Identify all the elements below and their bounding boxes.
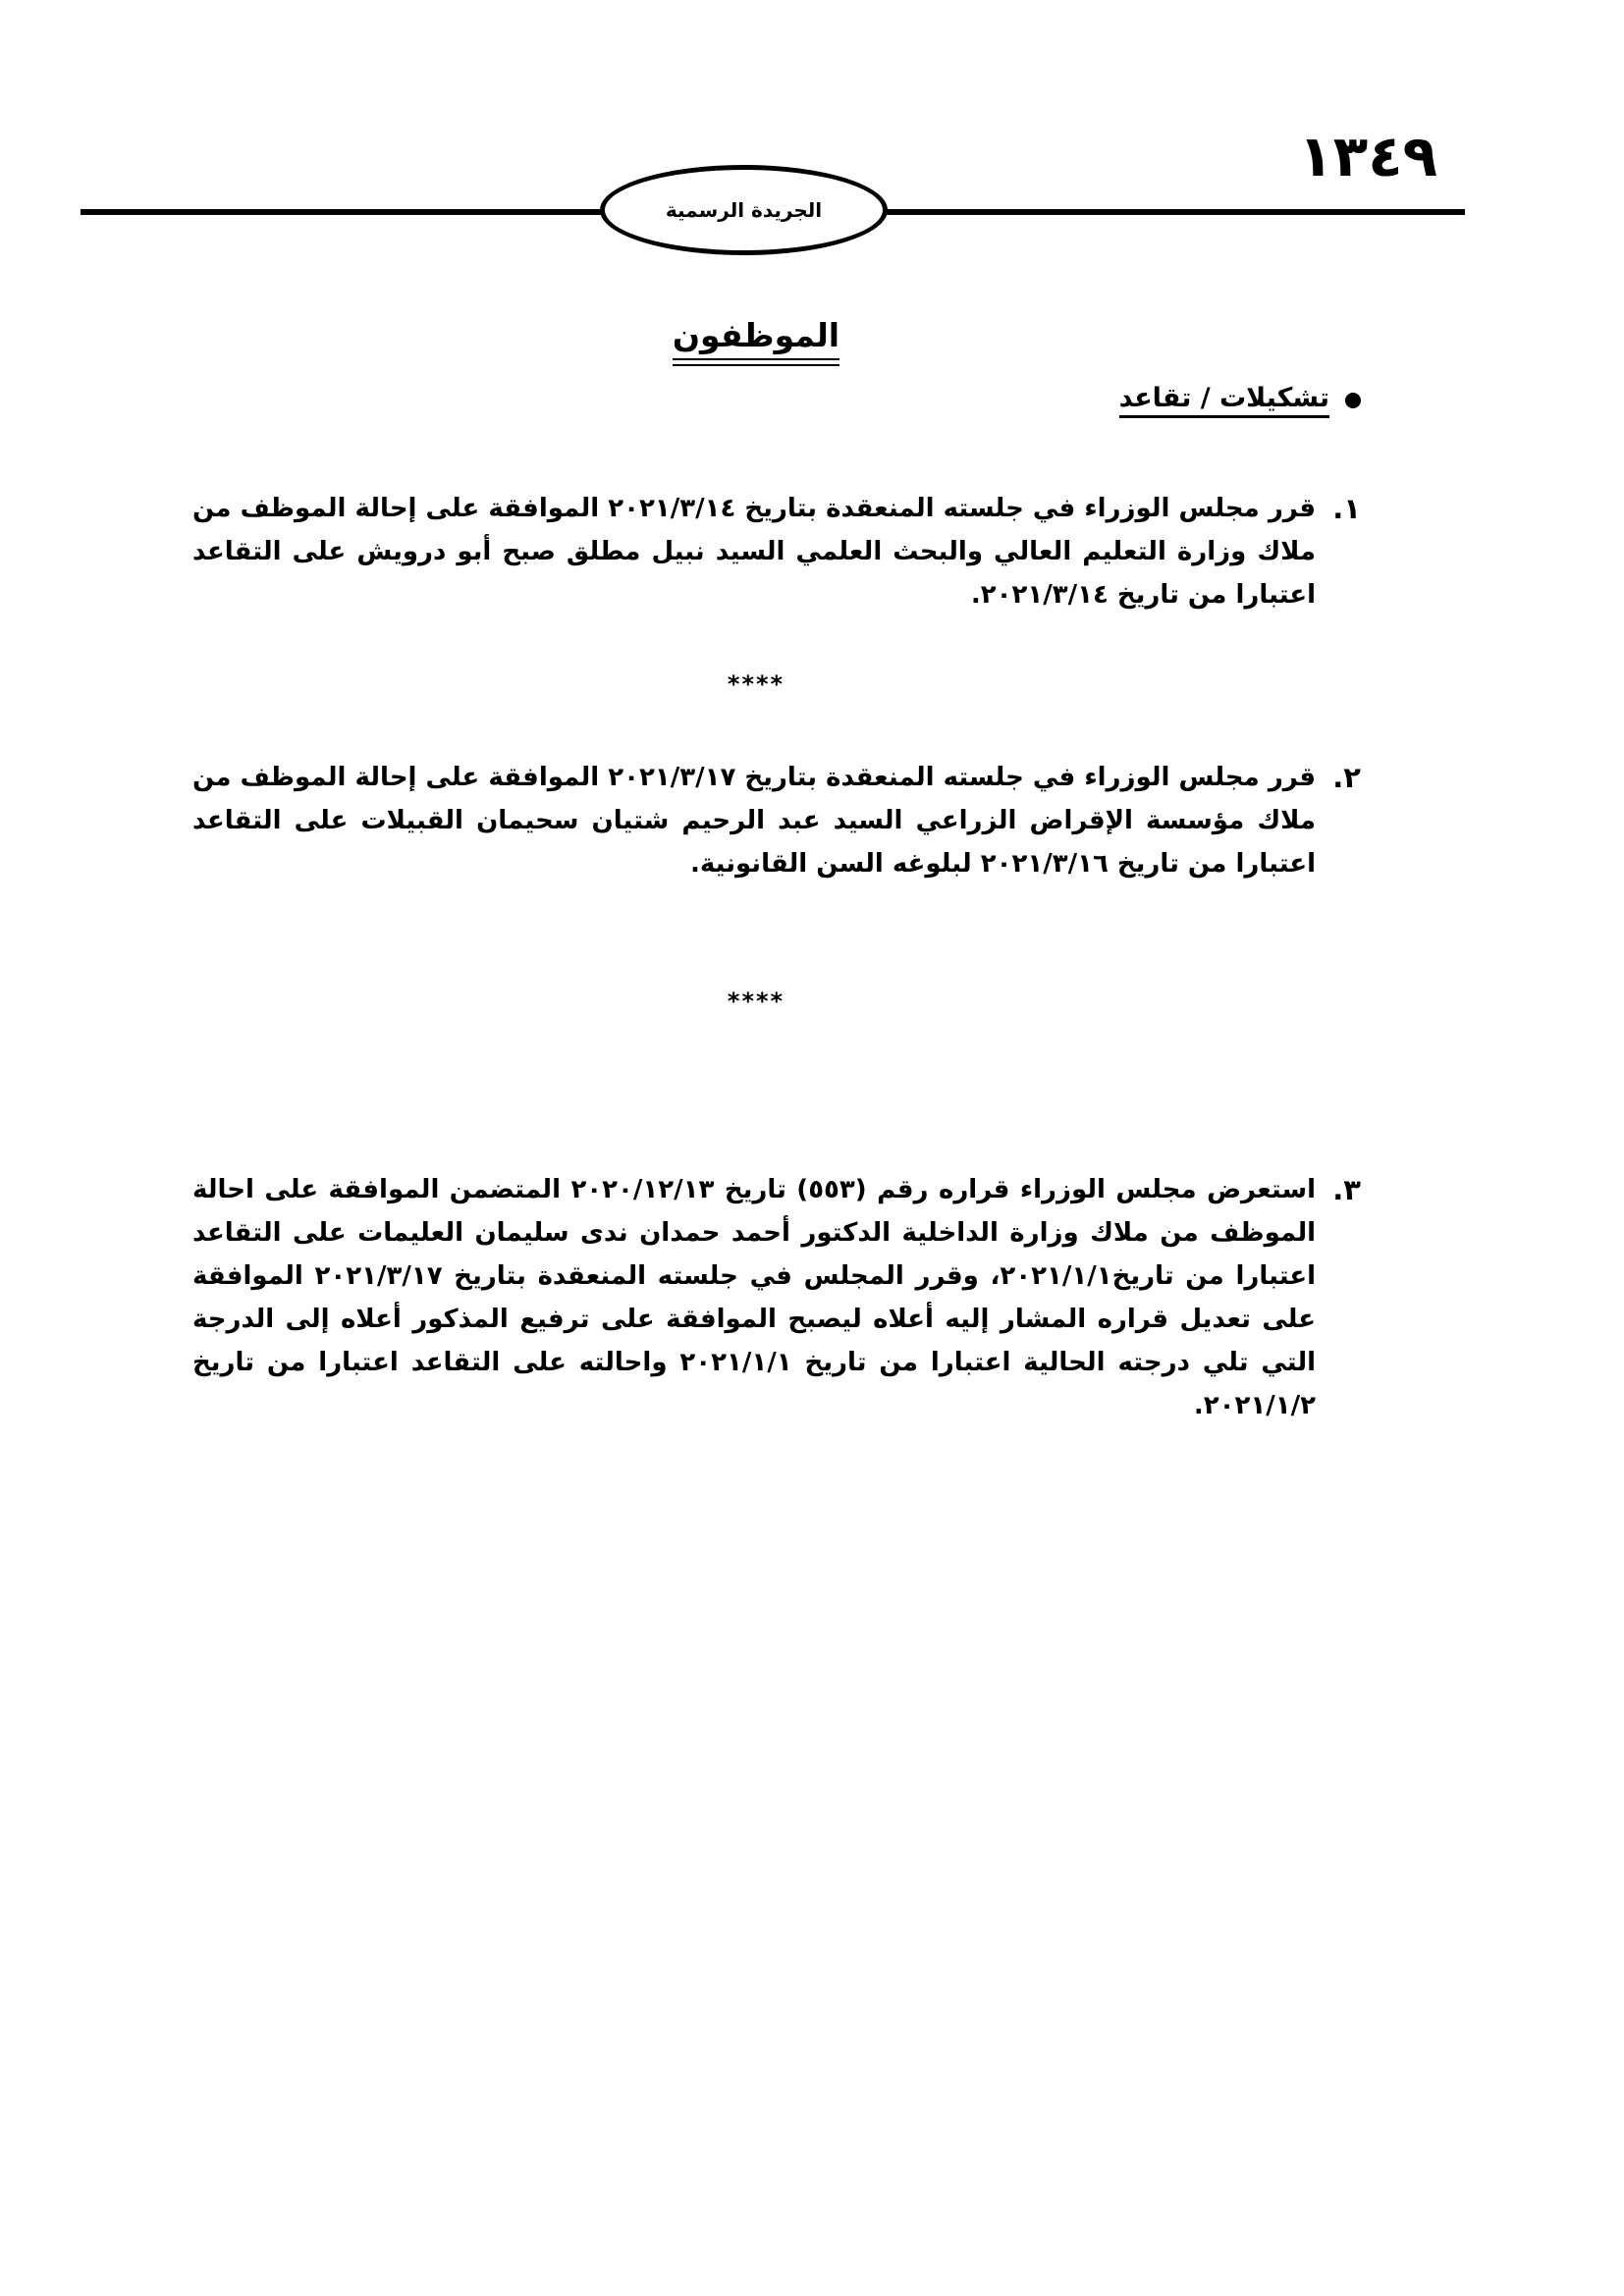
gazette-title: الجريدة الرسمية	[665, 198, 823, 222]
list-item	[192, 1168, 1361, 1427]
item-number: ١.	[1332, 492, 1361, 525]
separator: ****	[727, 670, 785, 698]
section-title-text: الموظفون	[673, 316, 839, 360]
page-number: ١٣٤٩	[1298, 123, 1437, 189]
subsection-label: تشكيلات / تقاعد	[1119, 383, 1329, 418]
subsection-heading	[1119, 383, 1361, 418]
item-text: قرر مجلس الوزراء في جلسته المنعقدة بتاريخ ٢٠٢١/٣/١٤ الموافقة على إحالة الموظف من ملاك وزارة التعليم العالي والبحث العلمي السيد نبيل مطلق صبح أبو درويش على التقاعد اعتبارا من تاريخ ٢٠٢١/٣/١٤.	[192, 494, 1316, 610]
item-text: استعرض مجلس الوزراء قراره رقم (٥٥٣) تاريخ ٢٠٢٠/١٢/١٣ المتضمن الموافقة على احالة الموظف من ملاك وزارة الداخلية الدكتور أحمد حمدان ندى سليمان العليمات على التقاعد اعتبارا من تاريخ٢٠٢١/١/١، وقرر المجلس في جلسته المنعقدة بتاريخ ٢٠٢١/٣/١٧ الموافقة على تعديل قراره المشار إليه أعلاه ليصبح الموافقة على ترفيع المذكور أعلاه إلى الدرجة التي تلي درجته الحالية اعتبارا من تاريخ ٢٠٢١/١/١ واحالته على التقاعد اعتبارا من تاريخ ٢٠٢١/١/٢.	[192, 1175, 1317, 1420]
separator: ****	[727, 988, 785, 1015]
section-title	[0, 316, 1512, 354]
list-item	[192, 756, 1361, 885]
item-number: ٢.	[1332, 761, 1361, 794]
list-item	[192, 487, 1361, 616]
gazette-title-oval	[600, 165, 888, 255]
item-number: ٣.	[1332, 1173, 1361, 1206]
item-text: قرر مجلس الوزراء في جلسته المنعقدة بتاريخ ٢٠٢١/٣/١٧ الموافقة على إحالة الموظف من ملاك مؤسسة الإقراض الزراعي السيد عبد الرحيم شتيان سحيمان القبيلات على التقاعد اعتبارا من تاريخ ٢٠٢١/٣/١٦ لبلوغه السن القانونية.	[192, 763, 1316, 879]
bullet-icon	[1345, 393, 1361, 408]
